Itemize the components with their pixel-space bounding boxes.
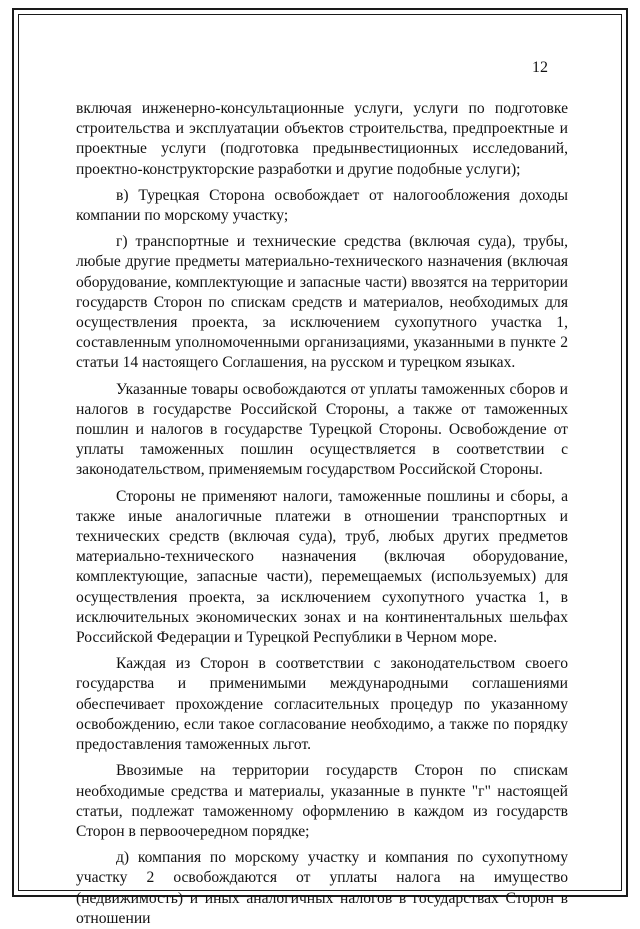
paragraph-no-taxes-applied: Стороны не применяют налоги, таможенные пошлины и сборы, а также иные аналогичные платежи в отношении транспортных и технических средств (включая суда), труб, любых других предметов материально-технического назначения (включая оборудование, комплектующие, запасные части), перемещаемых (используемых) для осуществления проекта, за исключением сухопутного участка 1, в исключительных экономических зонах и на континентальных шельфах Российской Федерации и Турецкой Республики в Черном море. (76, 487, 568, 647)
paragraph-agreement-procedures: Каждая из Сторон в соответствии с законодательством своего государства и применимыми международными соглашениями обеспечивает прохождение согласительных процедур по указанному освобождению, если такое согласование необходимо, а также по порядку предоставления таможенных льгот. (76, 655, 568, 754)
document-body (76, 99, 568, 929)
paragraph-item-v: в) Турецкая Сторона освобождает от налогообложения доходы компании по морскому участку; (76, 186, 568, 225)
paragraph-item-d: д) компания по морскому участку и компания по сухопутному участку 2 освобождаются от уплаты налога на имущество (недвижимость) и иных аналогичных налогов в государствах Сторон в отношении (76, 849, 568, 927)
paragraph-customs-clearance: Ввозимые на территории государств Сторон по спискам необходимые средства и материалы, указанные в пункте "г" настоящей статьи, подлежат таможенному оформлению в каждом из государств Сторон в первоочередном порядке; (76, 762, 568, 840)
page-number: 12 (532, 59, 548, 76)
paragraph-services-continuation: включая инженерно-консультационные услуги, услуги по подготовке строительства и эксплуатации объектов строительства, предпроектные и проектные услуги (подготовка предынвестиционных исследований, проектно-конструкторские разработки и другие подобные услуги); (76, 100, 568, 178)
paragraph-goods-exemption: Указанные товары освобождаются от уплаты таможенных сборов и налогов в государстве Российской Стороны, а также от таможенных пошлин и налогов в государстве Турецкой Стороны. Освобождение от уплаты таможенных пошлин осуществляется в соответствии с законодательством, применяемым государством Российской Стороны. (76, 380, 568, 479)
paragraph-item-g: г) транспортные и технические средства (включая суда), трубы, любые другие предметы материально-технического назначения (включая оборудование, комплектующие и запасные части) ввозятся на территории государств Сторон по спискам средств и материалов, необходимых для осуществления проекта, за исключением сухопутного участка 1, составленным уполномоченными организациями, указанными в пункте 2 статьи 14 настоящего Соглашения, на русском и турецком языках. (76, 233, 568, 372)
